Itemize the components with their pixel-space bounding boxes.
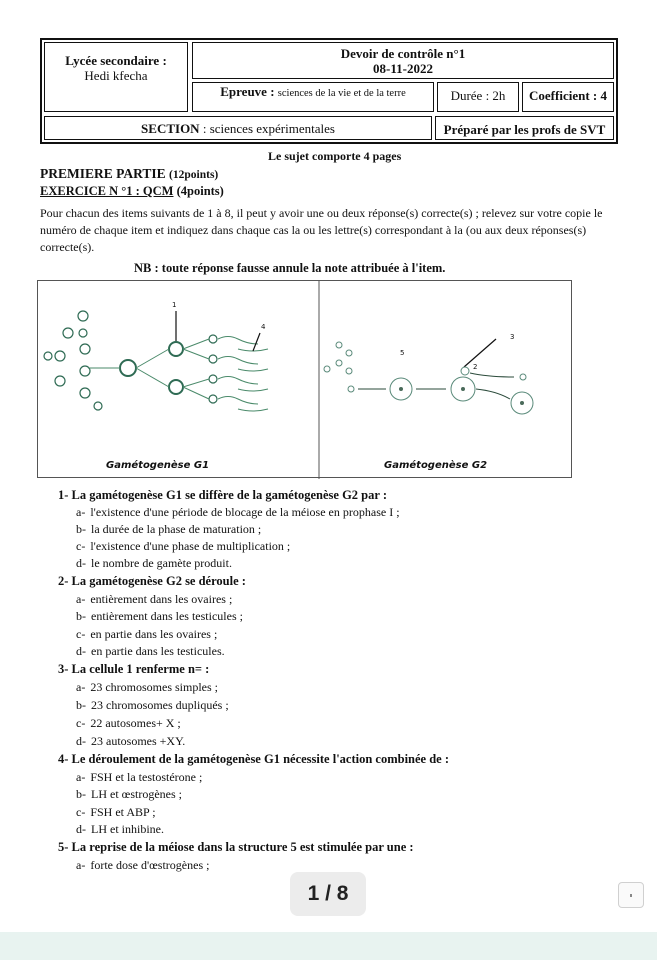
- epreuve-label: Epreuve :: [220, 84, 275, 99]
- option-1a: a- l'existence d'une période de blocage de la méiose en prophase I ;: [76, 505, 400, 519]
- g2-nucleus: [461, 387, 465, 391]
- g2-cell: [348, 386, 354, 392]
- g1-cell: [55, 351, 65, 361]
- nb-note: NB : toute réponse fausse annule la note attribuée à l'item.: [134, 261, 446, 275]
- g2-cell: [346, 368, 352, 374]
- bottom-bar: [0, 932, 657, 960]
- gametogenesis-figure: [37, 280, 572, 478]
- g1-cell: [209, 335, 217, 343]
- g2-cell: [461, 367, 469, 375]
- g1-cell: [44, 352, 52, 360]
- g2-cell: [336, 360, 342, 366]
- coefficient-cell: Coefficient : 4: [522, 82, 614, 112]
- caption-g2: Gamétogenèse G2: [384, 460, 488, 471]
- option-2a: a- entièrement dans les ovaires ;: [76, 592, 233, 606]
- g2-cell: [520, 374, 526, 380]
- lycee-name: Hedi kfecha: [84, 68, 148, 83]
- g1-cell: [80, 344, 90, 354]
- partie-title: [40, 166, 218, 182]
- exercice-points: (4points): [176, 184, 224, 198]
- caption-g1: Gamétogenèse G1: [106, 460, 210, 471]
- partie-label: PREMIERE PARTIE: [40, 166, 166, 181]
- g1-cell: [209, 375, 217, 383]
- option-3d: d- 23 autosomes +XY.: [76, 734, 186, 748]
- label-2: 2: [473, 363, 478, 371]
- partie-points: (12points): [169, 169, 219, 181]
- g1-cell: [63, 328, 73, 338]
- lycee-cell: [44, 42, 188, 112]
- section-label: SECTION: [141, 121, 200, 136]
- g2-nucleus: [520, 401, 524, 405]
- label-3: 3: [510, 333, 515, 341]
- section-cell: [44, 116, 432, 140]
- option-3c: c- 22 autosomes+ X ;: [76, 716, 181, 730]
- page-indicator[interactable]: 1 / 8: [290, 872, 366, 916]
- option-3a: a- 23 chromosomes simples ;: [76, 680, 218, 694]
- option-1c: c- l'existence d'une phase de multiplication ;: [76, 539, 291, 553]
- header-table: [40, 38, 618, 144]
- prepare-cell: Préparé par les profs de SVT: [435, 116, 614, 140]
- g2-nucleus: [399, 387, 403, 391]
- g1-cell: [209, 395, 217, 403]
- exercice-label: EXERCICE N °1 : QCM: [40, 184, 174, 198]
- g1-cell: [169, 380, 183, 394]
- g2-cell: [324, 366, 330, 372]
- option-4b: b- LH et œstrogènes ;: [76, 787, 182, 801]
- option-2d: d- en partie dans les testicules.: [76, 644, 225, 658]
- viewer-corner-button[interactable]: [618, 882, 644, 908]
- g1-cell: [55, 376, 65, 386]
- section-value: : sciences expérimentales: [199, 121, 335, 136]
- option-3b: b- 23 chromosomes dupliqués ;: [76, 698, 229, 712]
- g1-cell: [169, 342, 183, 356]
- page-count-note: Le sujet comporte 4 pages: [268, 149, 402, 163]
- instructions: Pour chacun des items suivants de 1 à 8, il peut y avoir une ou deux réponse(s) correcte(s) ; relevez sur votre copie le numéro de chaque item et indiquez dans chaque cas la ou les lettre(s) correspondant à la (ou aux deux réponses(s) correcte(s).: [40, 206, 603, 254]
- gametogenesis-diagram: [38, 281, 573, 479]
- devoir-date: 08-11-2022: [373, 61, 433, 76]
- devoir-title: Devoir de contrôle n°1: [340, 46, 466, 61]
- option-4c: c- FSH et ABP ;: [76, 805, 156, 819]
- g1-cell: [120, 360, 136, 376]
- option-4d: d- LH et inhibine.: [76, 822, 164, 836]
- option-2b: b- entièrement dans les testicules ;: [76, 609, 243, 623]
- g2-cell: [346, 350, 352, 356]
- label-1: 1: [172, 301, 177, 309]
- option-2c: c- en partie dans les ovaires ;: [76, 627, 218, 641]
- option-4a: a- FSH et la testostérone ;: [76, 770, 203, 784]
- question-1: 1- La gamétogenèse G1 se diffère de la gamétogenèse G2 par :: [58, 488, 387, 502]
- g2-cell: [336, 342, 342, 348]
- devoir-cell: [192, 42, 614, 79]
- g1-cell: [78, 311, 88, 321]
- g1-cell: [94, 402, 102, 410]
- epreuve-cell: [192, 82, 434, 112]
- dot-icon: [630, 894, 632, 897]
- g1-cell: [209, 355, 217, 363]
- question-2: 2- La gamétogenèse G2 se déroule :: [58, 574, 246, 588]
- g1-cell: [80, 388, 90, 398]
- lycee-title: Lycée secondaire :: [65, 53, 167, 68]
- duree-cell: Durée : 2h: [437, 82, 519, 112]
- exercice-title: [40, 184, 224, 199]
- epreuve-value: sciences de la vie et de la terre: [277, 88, 406, 99]
- option-1d: d- le nombre de gamète produit.: [76, 556, 232, 570]
- label-5: 5: [400, 349, 405, 357]
- question-3: 3- La cellule 1 renferme n= :: [58, 662, 210, 676]
- question-5: 5- La reprise de la méiose dans la structure 5 est stimulée par une :: [58, 840, 414, 854]
- question-4: 4- Le déroulement de la gamétogenèse G1 nécessite l'action combinée de :: [58, 752, 450, 766]
- option-5a: a- forte dose d'œstrogènes ;: [76, 858, 210, 872]
- label-4: 4: [261, 323, 266, 331]
- g1-cell: [79, 329, 87, 337]
- option-1b: b- la durée de la phase de maturation ;: [76, 522, 262, 536]
